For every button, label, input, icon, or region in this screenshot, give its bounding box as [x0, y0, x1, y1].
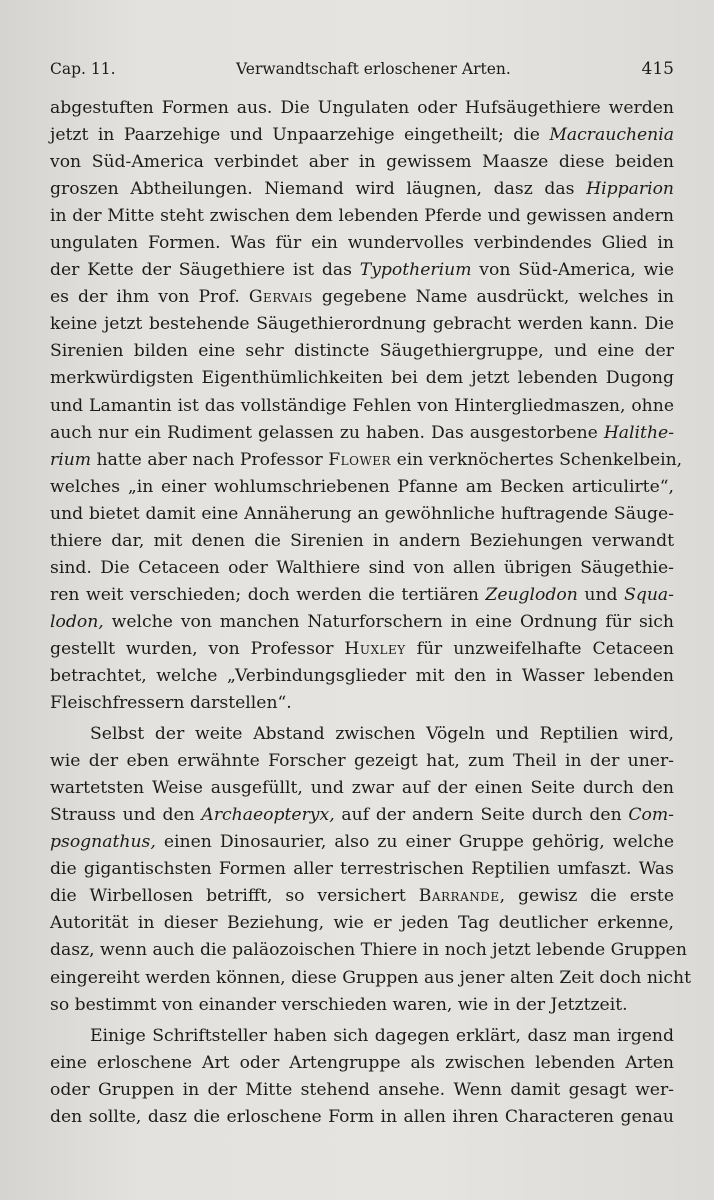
- text-run: und Lamantin ist das vollständige Fehlen von Hintergliedmaszen, ohne: [50, 395, 674, 416]
- text-run: gestellt wurden, von Professor: [50, 638, 345, 659]
- text-run: und: [577, 584, 625, 605]
- body-text: [50, 95, 691, 1131]
- italic-term: lodon,: [50, 611, 104, 632]
- text-line: [50, 965, 691, 992]
- text-run: Fleischfressern darstellen“.: [50, 693, 292, 714]
- author-name: Flower: [328, 449, 392, 470]
- text-line: [50, 883, 674, 910]
- text-line: [50, 802, 674, 829]
- text-run: von Süd-America, wie: [471, 260, 675, 281]
- author-name: Huxley: [344, 638, 406, 659]
- text-line: [50, 555, 674, 582]
- text-line: [50, 937, 687, 964]
- text-run: in der Mitte steht zwischen dem lebenden Pferde und gewissen andern: [50, 206, 674, 227]
- text-run: hatte aber nach Professor: [91, 449, 329, 470]
- text-line: [50, 721, 674, 748]
- text-run: Autorität in dieser Beziehung, wie er jeden Tag deutlicher erkenne,: [50, 913, 674, 934]
- text-line: [50, 393, 674, 420]
- text-run: groszen Abtheilungen. Niemand wird läugnen, dasz das: [50, 179, 587, 200]
- text-line: [50, 775, 674, 802]
- text-run: wie der eben erwähnte Forscher gezeigt hat, zum Theil in der uner-: [50, 751, 674, 772]
- text-run: die gigantischsten Formen aller terrestrischen Reptilien umfaszt. Was: [50, 859, 674, 880]
- text-line: [50, 1050, 674, 1077]
- text-line: [50, 663, 674, 690]
- paragraph: [50, 721, 691, 1019]
- text-run: ein verknöchertes Schenkelbein,: [391, 449, 683, 470]
- text-run: Strauss und den: [50, 805, 202, 826]
- text-line: [50, 748, 674, 775]
- text-line: [50, 203, 674, 230]
- text-line: [50, 311, 674, 338]
- paragraph: [50, 1023, 674, 1131]
- text-run: Selbst der weite Abstand zwischen Vögeln und Reptilien wird,: [90, 724, 674, 745]
- text-line: [50, 1023, 674, 1050]
- text-line: [50, 636, 674, 663]
- text-run: so bestimmt von einander verschieden waren, wie in der Jetztzeit.: [50, 994, 628, 1015]
- text-line: [50, 284, 674, 311]
- text-run: betrachtet, welche „Verbindungsglieder mit den in Wasser lebenden: [50, 665, 674, 686]
- page-number: 415: [641, 59, 674, 79]
- text-run: oder Gruppen in der Mitte stehend ansehe. Wenn damit gesagt wer-: [50, 1079, 674, 1100]
- text-line: [50, 992, 674, 1019]
- text-line: [50, 474, 674, 501]
- text-run: ren weit verschieden; doch werden die tertiären: [50, 584, 486, 605]
- text-run: ungulaten Formen. Was für ein wundervolles verbindendes Glied in: [50, 233, 674, 254]
- text-run: Einige Schriftsteller haben sich dagegen erklärt, dasz man irgend: [90, 1025, 674, 1046]
- text-run: auf der andern Seite durch den: [334, 805, 629, 826]
- text-run: von Süd-America verbindet aber in gewissem Maasze diese beiden: [50, 152, 674, 173]
- text-run: einen Dinosaurier, also zu einer Gruppe gehörig, welche: [155, 832, 674, 853]
- text-run: welche von manchen Naturforschern in eine Ordnung für sich: [103, 611, 674, 632]
- text-line: [50, 910, 674, 937]
- text-run: eine erloschene Art oder Artengruppe als zwischen lebenden Arten: [50, 1052, 674, 1073]
- text-line: [50, 230, 674, 257]
- italic-term: Typotherium: [359, 260, 472, 281]
- text-line: [50, 338, 674, 365]
- text-run: die Wirbellosen betrifft, so versichert: [50, 886, 419, 907]
- text-run: es der ihm von Prof.: [50, 287, 249, 308]
- text-run: den sollte, dasz die erloschene Form in allen ihren Characteren genau: [50, 1106, 674, 1127]
- italic-term: rium: [50, 449, 92, 470]
- text-line: [50, 1104, 674, 1131]
- text-line: [50, 829, 674, 856]
- text-run: , gewisz die erste: [499, 886, 674, 907]
- text-line: [50, 528, 674, 555]
- text-run: thiere dar, mit denen die Sirenien in andern Beziehungen verwandt: [50, 530, 674, 551]
- italic-term: Com-: [628, 805, 674, 826]
- author-name: Gervais: [248, 287, 313, 308]
- text-line: [50, 690, 674, 717]
- text-run: merkwürdigsten Eigenthümlichkeiten bei dem jetzt lebenden Dugong: [50, 368, 674, 389]
- text-line: [50, 1077, 674, 1104]
- text-line: [50, 176, 674, 203]
- running-header: [50, 55, 674, 83]
- text-line: [50, 149, 674, 176]
- text-run: Sirenien bilden eine sehr distincte Säugethiergruppe, und eine der: [50, 341, 674, 362]
- italic-term: psognathus,: [50, 832, 156, 853]
- paragraph: [50, 95, 683, 717]
- text-run: auch nur ein Rudiment gelassen zu haben. Das ausgestorbene: [50, 422, 604, 443]
- text-line: [50, 420, 674, 447]
- text-run: keine jetzt bestehende Säugethierordnung gebracht werden kann. Die: [50, 314, 674, 335]
- text-run: wartetsten Weise ausgefüllt, und zwar auf der einen Seite durch den: [50, 778, 674, 799]
- text-line: [50, 609, 674, 636]
- italic-term: Archaeopteryx,: [201, 805, 335, 826]
- author-name: Barrande: [418, 886, 500, 907]
- text-run: für unzweifelhafte Cetaceen: [405, 638, 674, 659]
- text-run: gegebene Name ausdrückt, welches in: [312, 287, 675, 308]
- text-run: und bietet damit eine Annäherung an gewöhnliche huftragende Säuge-: [50, 503, 674, 524]
- text-run: abgestuften Formen aus. Die Ungulaten oder Hufsäugethiere werden: [50, 98, 674, 118]
- running-title: Verwandtschaft erloschener Arten.: [236, 60, 511, 78]
- italic-term: Halithe-: [603, 422, 674, 443]
- text-run: der Kette der Säugethiere ist das: [50, 260, 360, 281]
- text-line: [50, 501, 674, 528]
- text-run: sind. Die Cetaceen oder Walthiere sind von allen übrigen Säugethie-: [50, 557, 674, 578]
- text-run: dasz, wenn auch die paläozoischen Thiere in noch jetzt lebende Gruppen: [50, 940, 687, 961]
- text-run: welches „in einer wohlumschriebenen Pfanne am Becken articulirte“,: [50, 476, 674, 497]
- italic-term: Squa-: [624, 584, 674, 605]
- text-run: eingereiht werden können, diese Gruppen aus jener alten Zeit doch nicht: [50, 967, 691, 988]
- text-line: [50, 582, 674, 609]
- text-line: [50, 122, 674, 149]
- text-line: [50, 447, 683, 474]
- text-line: [50, 365, 674, 392]
- italic-term: Zeuglodon: [485, 584, 578, 605]
- text-line: [50, 257, 674, 284]
- text-run: jetzt in Paarzehige und Unpaarzehige eingetheilt; die: [50, 125, 550, 146]
- text-line: [50, 856, 674, 883]
- chapter-label: Cap. 11.: [50, 60, 116, 78]
- italic-term: Macrauchenia: [549, 125, 674, 146]
- text-line: [50, 95, 674, 122]
- italic-term: Hipparion: [586, 179, 674, 200]
